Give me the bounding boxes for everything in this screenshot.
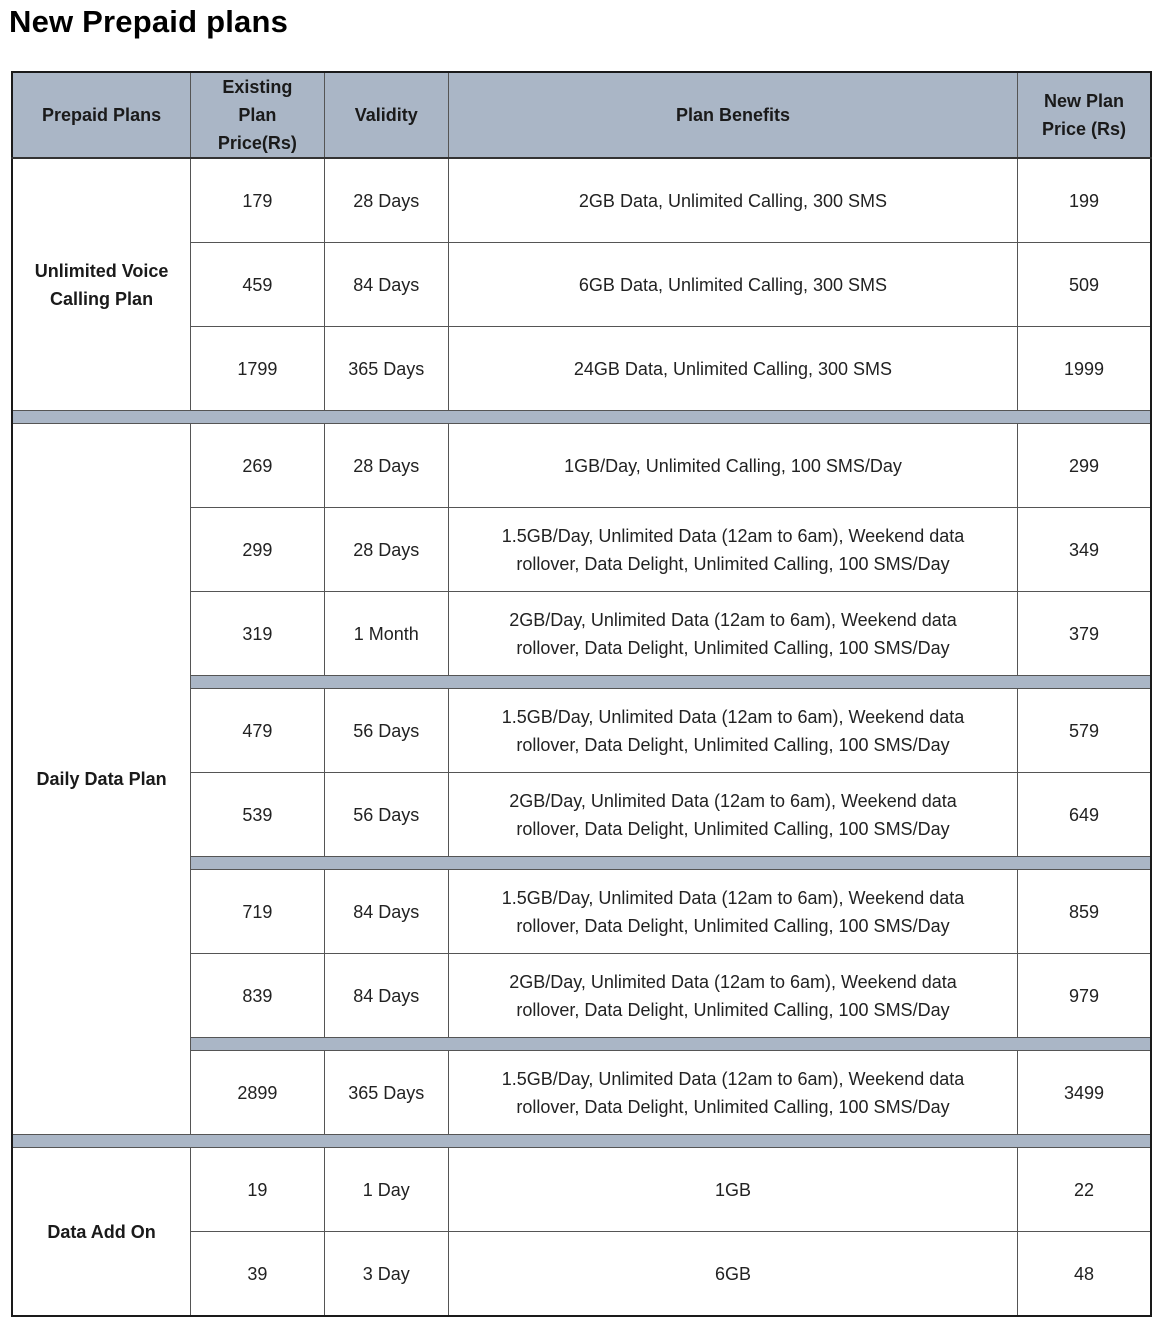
- group-label-daily-data: Daily Data Plan: [12, 424, 191, 1135]
- existing-price-cell: 299: [191, 508, 324, 592]
- benefits-cell: 6GB Data, Unlimited Calling, 300 SMS: [449, 243, 1018, 327]
- table-row: [12, 424, 1151, 508]
- validity-cell: 365 Days: [324, 327, 448, 411]
- validity-cell: 28 Days: [324, 424, 448, 508]
- group-separator: [12, 1135, 1151, 1148]
- benefits-cell: 24GB Data, Unlimited Calling, 300 SMS: [449, 327, 1018, 411]
- validity-cell: 28 Days: [324, 158, 448, 243]
- existing-price-cell: 2899: [191, 1051, 324, 1135]
- header-new-price: New Plan Price (Rs): [1017, 72, 1151, 158]
- group-separator: [12, 411, 1151, 424]
- validity-cell: 56 Days: [324, 773, 448, 857]
- new-price-cell: 1999: [1017, 327, 1151, 411]
- validity-cell: 56 Days: [324, 689, 448, 773]
- new-price-cell: 859: [1017, 870, 1151, 954]
- benefits-cell: 2GB/Day, Unlimited Data (12am to 6am), Weekend data rollover, Data Delight, Unlimited Calling, 100 SMS/Day: [449, 954, 1018, 1038]
- new-price-cell: 509: [1017, 243, 1151, 327]
- benefits-cell: 1.5GB/Day, Unlimited Data (12am to 6am), Weekend data rollover, Data Delight, Unlimited Calling, 100 SMS/Day: [449, 689, 1018, 773]
- existing-price-cell: 479: [191, 689, 324, 773]
- existing-price-cell: 539: [191, 773, 324, 857]
- benefits-cell: 1GB: [449, 1148, 1018, 1232]
- existing-price-cell: 319: [191, 592, 324, 676]
- new-price-cell: 199: [1017, 158, 1151, 243]
- new-price-cell: 3499: [1017, 1051, 1151, 1135]
- benefits-cell: 1.5GB/Day, Unlimited Data (12am to 6am), Weekend data rollover, Data Delight, Unlimited Calling, 100 SMS/Day: [449, 1051, 1018, 1135]
- header-validity: Validity: [324, 72, 448, 158]
- new-price-cell: 649: [1017, 773, 1151, 857]
- header-plan-benefits: Plan Benefits: [449, 72, 1018, 158]
- benefits-cell: 2GB/Day, Unlimited Data (12am to 6am), Weekend data rollover, Data Delight, Unlimited Calling, 100 SMS/Day: [449, 592, 1018, 676]
- existing-price-cell: 179: [191, 158, 324, 243]
- table-row: [12, 1148, 1151, 1232]
- existing-price-cell: 839: [191, 954, 324, 1038]
- validity-cell: 365 Days: [324, 1051, 448, 1135]
- table-header-row: [12, 72, 1151, 158]
- page-title: New Prepaid plans: [9, 4, 289, 39]
- new-price-cell: 379: [1017, 592, 1151, 676]
- validity-cell: 84 Days: [324, 243, 448, 327]
- new-price-cell: 48: [1017, 1232, 1151, 1317]
- prepaid-plans-table: [11, 71, 1152, 1317]
- validity-cell: 1 Month: [324, 592, 448, 676]
- existing-price-cell: 459: [191, 243, 324, 327]
- new-price-cell: 979: [1017, 954, 1151, 1038]
- new-price-cell: 579: [1017, 689, 1151, 773]
- existing-price-cell: 269: [191, 424, 324, 508]
- existing-price-cell: 1799: [191, 327, 324, 411]
- validity-cell: 84 Days: [324, 870, 448, 954]
- new-price-cell: 299: [1017, 424, 1151, 508]
- header-existing-price: Existing Plan Price(Rs): [191, 72, 324, 158]
- validity-cell: 84 Days: [324, 954, 448, 1038]
- existing-price-cell: 19: [191, 1148, 324, 1232]
- benefits-cell: 1GB/Day, Unlimited Calling, 100 SMS/Day: [449, 424, 1018, 508]
- group-label-unlimited-voice: Unlimited Voice Calling Plan: [12, 158, 191, 411]
- benefits-cell: 2GB Data, Unlimited Calling, 300 SMS: [449, 158, 1018, 243]
- benefits-cell: 2GB/Day, Unlimited Data (12am to 6am), Weekend data rollover, Data Delight, Unlimited Calling, 100 SMS/Day: [449, 773, 1018, 857]
- existing-price-cell: 39: [191, 1232, 324, 1317]
- table-row: [12, 158, 1151, 243]
- new-price-cell: 349: [1017, 508, 1151, 592]
- validity-cell: 28 Days: [324, 508, 448, 592]
- new-price-cell: 22: [1017, 1148, 1151, 1232]
- existing-price-cell: 719: [191, 870, 324, 954]
- header-prepaid-plans: Prepaid Plans: [12, 72, 191, 158]
- validity-cell: 3 Day: [324, 1232, 448, 1317]
- benefits-cell: 6GB: [449, 1232, 1018, 1317]
- benefits-cell: 1.5GB/Day, Unlimited Data (12am to 6am), Weekend data rollover, Data Delight, Unlimited Calling, 100 SMS/Day: [449, 508, 1018, 592]
- group-label-data-add-on: Data Add On: [12, 1148, 191, 1317]
- benefits-cell: 1.5GB/Day, Unlimited Data (12am to 6am), Weekend data rollover, Data Delight, Unlimited Calling, 100 SMS/Day: [449, 870, 1018, 954]
- validity-cell: 1 Day: [324, 1148, 448, 1232]
